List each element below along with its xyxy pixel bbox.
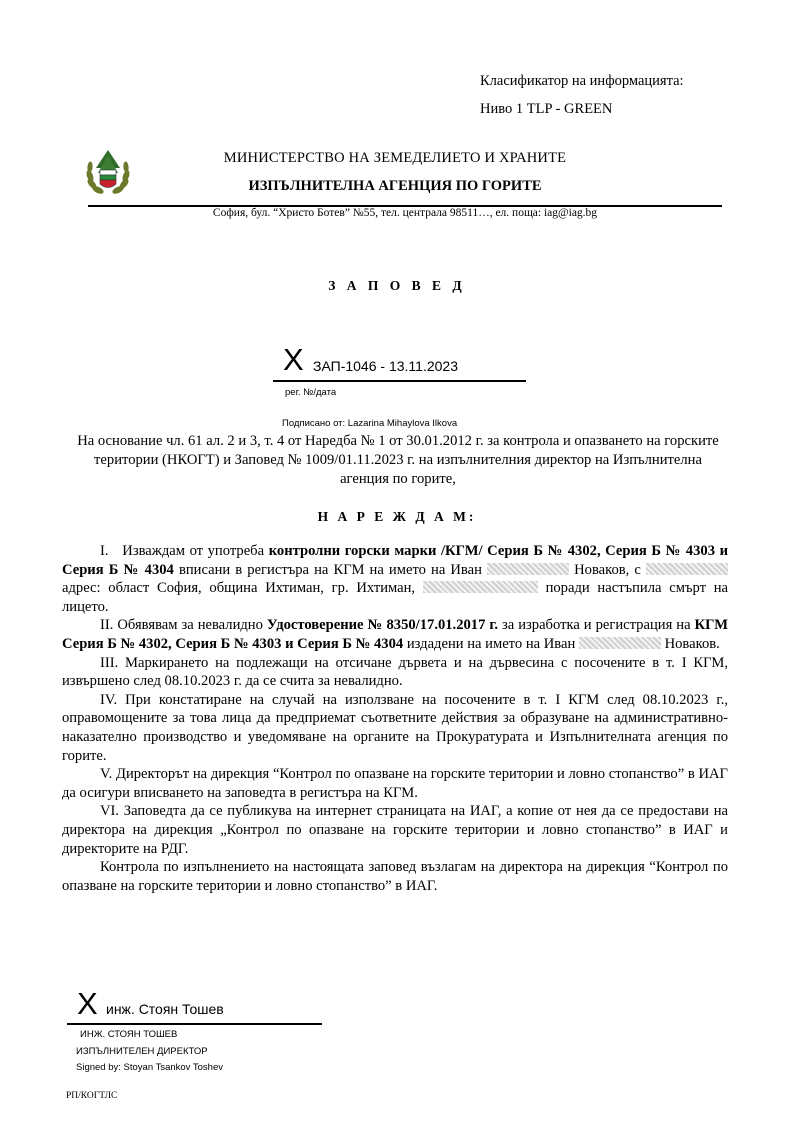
preamble-paragraph: На основание чл. 61 ал. 2 и 3, т. 4 от Наредба № 1 от 30.01.2012 г. за контрола и опазването на горските територии (НКОГТ) и Заповед № 1009/01.11.2023 г. на изпълнителния директор на Изпълнителна агенция по горите, xyxy=(77,433,719,487)
order-item-2: II. Обявявам за невалидно Удостоверение № 8350/17.01.2017 г. за изработка и регистрация на КГМ Серия Б № 4302, Серия Б № 4303 и Серия Б № 4304 издадени на името на Иван Новаков. xyxy=(62,617,728,652)
crest-icon xyxy=(82,146,134,198)
registration-number: ЗАП-1046 - 13.11.2023 xyxy=(313,358,458,374)
director-signed-by: Signed by: Stoyan Tsankov Toshev xyxy=(76,1062,223,1073)
order-item-1: I. Изваждам от употреба контролни горски марки /КГМ/ Серия Б № 4302, Серия Б № 4303 и Серия Б № 4304 вписани в регистъра на КГМ на името на Иван Новаков, с адрес: област София, община Ихтиман, гр. Ихтиман, поради настъпила смърт на лицето. xyxy=(62,543,729,615)
ministry-name: МИНИСТЕРСТВО НА ЗЕМЕДЕЛИЕТО И ХРАНИТЕ xyxy=(223,150,567,166)
director-name: ИНЖ. СТОЯН ТОШЕВ xyxy=(80,1029,178,1040)
redacted-text xyxy=(423,581,538,593)
director-title: ИЗПЪЛНИТЕЛЕН ДИРЕКТОР xyxy=(76,1046,208,1057)
registration-signature-line xyxy=(273,380,526,382)
agency-address: София, бул. “Христо Ботев” №55, тел. централа 98511…, ел. поща: iag@iag.bg xyxy=(212,207,598,219)
director-signature-line xyxy=(67,1023,322,1025)
classification-block xyxy=(480,67,684,123)
order-item-6: VI. Заповедта да се публикува на интернет страницата на ИАГ, а копие от нея да се предостави на директора на дирекция „Контрол по опазване на горските територии и ловно стопанство” в ИАГ и директорите на РДГ. xyxy=(62,803,728,857)
classification-label: Класификатор на информацията: xyxy=(480,73,684,89)
registration-signed-by: Подписано от: Lazarina Mihaylova Ilkova xyxy=(282,418,458,429)
agency-name: ИЗПЪЛНИТЕЛНА АГЕНЦИЯ ПО ГОРИТЕ xyxy=(248,178,542,194)
document-title: З А П О В Е Д xyxy=(328,278,466,293)
redacted-text xyxy=(579,637,661,649)
order-heading: Н А Р Е Ж Д А М: xyxy=(317,509,477,524)
order-item-3: III. Маркирането на подлежащи на отсичане дървета и на дървесина с посочените в т. I КГМ, извършено след 08.10.2023 г. да се счита за невалидно. xyxy=(62,654,728,690)
control-paragraph: Контрола по изпълнението на настоящата заповед възлагам на директора на дирекция “Контрол по опазване на горските територии и ловно стопанство” в ИАГ. xyxy=(62,859,728,894)
redacted-text xyxy=(646,563,728,575)
order-body xyxy=(62,542,728,895)
registration-label: рег. №/дата xyxy=(285,387,337,398)
document-reference: РП/КОГТЛС xyxy=(66,1091,118,1101)
registration-signature-mark: X xyxy=(283,342,304,377)
director-signature-name: инж. Стоян Тошев xyxy=(106,1001,224,1017)
order-item-4: IV. При констатиране на случай на използване на посочените в т. I КГМ след 08.10.2023 г., оправомощените за това лица да предприемат съответните действия за образуване на административно-наказателно производство и уведомяване на органите на Прокуратурата и Изпълнителната агенция по горите. xyxy=(62,691,728,764)
redacted-text xyxy=(487,563,569,575)
director-signature-mark: X xyxy=(77,986,98,1021)
order-item-5: V. Директорът на дирекция “Контрол по опазване на горските територии и ловно стопанство” в ИАГ да осигури вписването на заповедта в регистъра на КГМ. xyxy=(62,766,728,801)
classification-level: Ниво 1 TLP - GREEN xyxy=(480,101,613,117)
